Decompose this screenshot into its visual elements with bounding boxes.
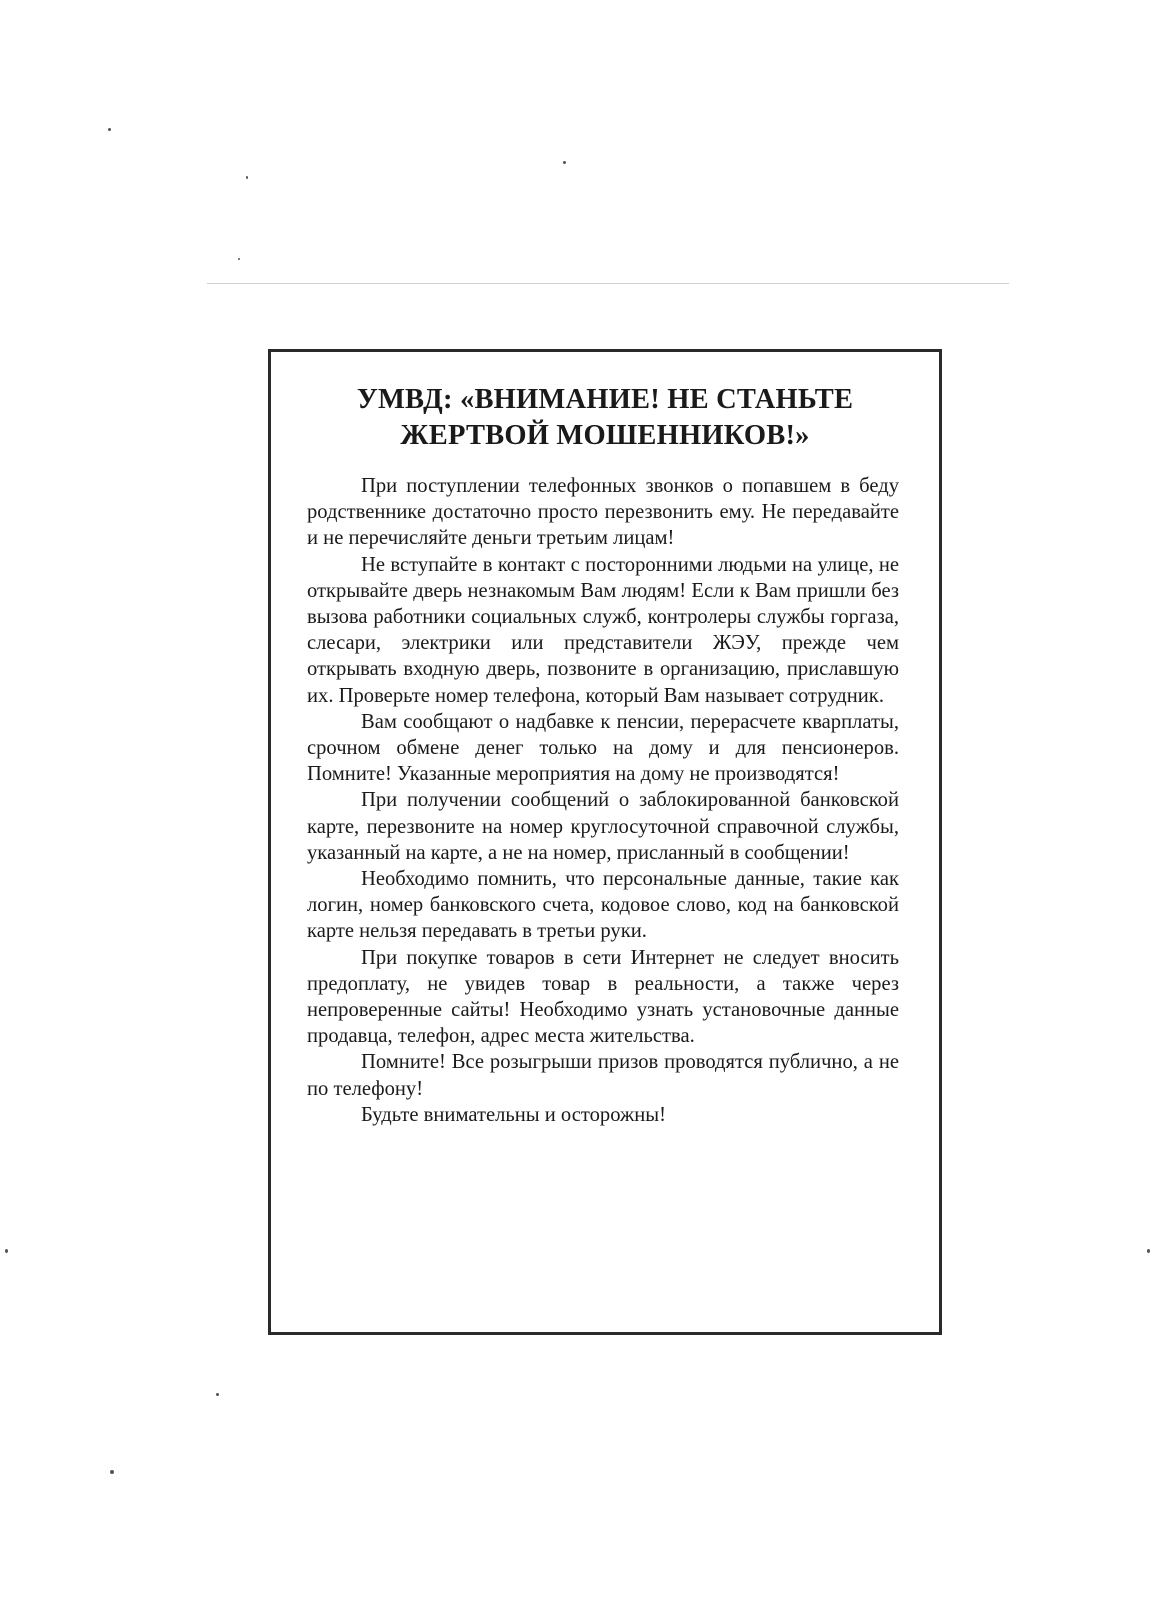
notice-paragraph: При получении сообщений о заблокированной банковской карте, перезвоните на номер круглосуточной справочной службы, указанный на карте, а не на номер, присланный в сообщении! xyxy=(307,789,899,864)
notice-paragraph: При поступлении телефонных звонков о попавшем в беду родственнике достаточно просто перезвонить ему. Не передавайте и не перечисляйте деньги третьим лицам! xyxy=(307,475,899,550)
notice-title-line: УМВД: «ВНИМАНИЕ! НЕ СТАНЬТЕ xyxy=(356,384,854,415)
notice-paragraph: Помните! Все розыгрыши призов проводятся публично, а не по телефону! xyxy=(307,1051,899,1100)
scan-speck xyxy=(5,1249,8,1253)
scan-speck xyxy=(1147,1249,1150,1253)
scan-edge-line xyxy=(207,283,1009,284)
notice-paragraph: Будьте внимательны и осторожны! xyxy=(361,1103,666,1126)
notice-paragraph: Не вступайте в контакт с посторонними людьми на улице, не открывайте дверь незнакомым Вам людям! Если к Вам пришли без вызова работники социальных служб, контролеры службы горгаза, слесари, электрики или представители ЖЭУ, прежде чем открывать входную дверь, позвоните в организацию, приславшую их. Проверьте номер телефона, который Вам называет сотрудник. xyxy=(307,553,899,707)
notice-box xyxy=(268,349,942,1335)
scan-speck xyxy=(110,1470,114,1474)
notice-paragraph: Вам сообщают о надбавке к пенсии, перерасчете кварплаты, срочном обмене денег только на дому и для пенсионеров. Помните! Указанные мероприятия на дому не производятся! xyxy=(307,710,899,786)
scan-speck xyxy=(216,1393,219,1396)
notice-paragraph: При покупке товаров в сети Интернет не следует вносить предоплату, не увидев товар в реальности, а также через непроверенные сайты! Необходимо узнать установочные данные продавца, телефон, адрес места жительства. xyxy=(307,946,899,1048)
notice-paragraph: Необходимо помнить, что персональные данные, такие как логин, номер банковского счета, кодовое слово, код на банковской карте нельзя передавать в третьи руки. xyxy=(307,868,899,943)
notice-title-line: ЖЕРТВОЙ МОШЕННИКОВ!» xyxy=(400,420,810,451)
scan-speck xyxy=(238,258,240,260)
scan-speck xyxy=(246,176,248,179)
notice-body xyxy=(307,473,899,1128)
scan-speck xyxy=(563,161,566,164)
notice-title xyxy=(271,382,939,454)
scan-speck xyxy=(108,128,111,131)
